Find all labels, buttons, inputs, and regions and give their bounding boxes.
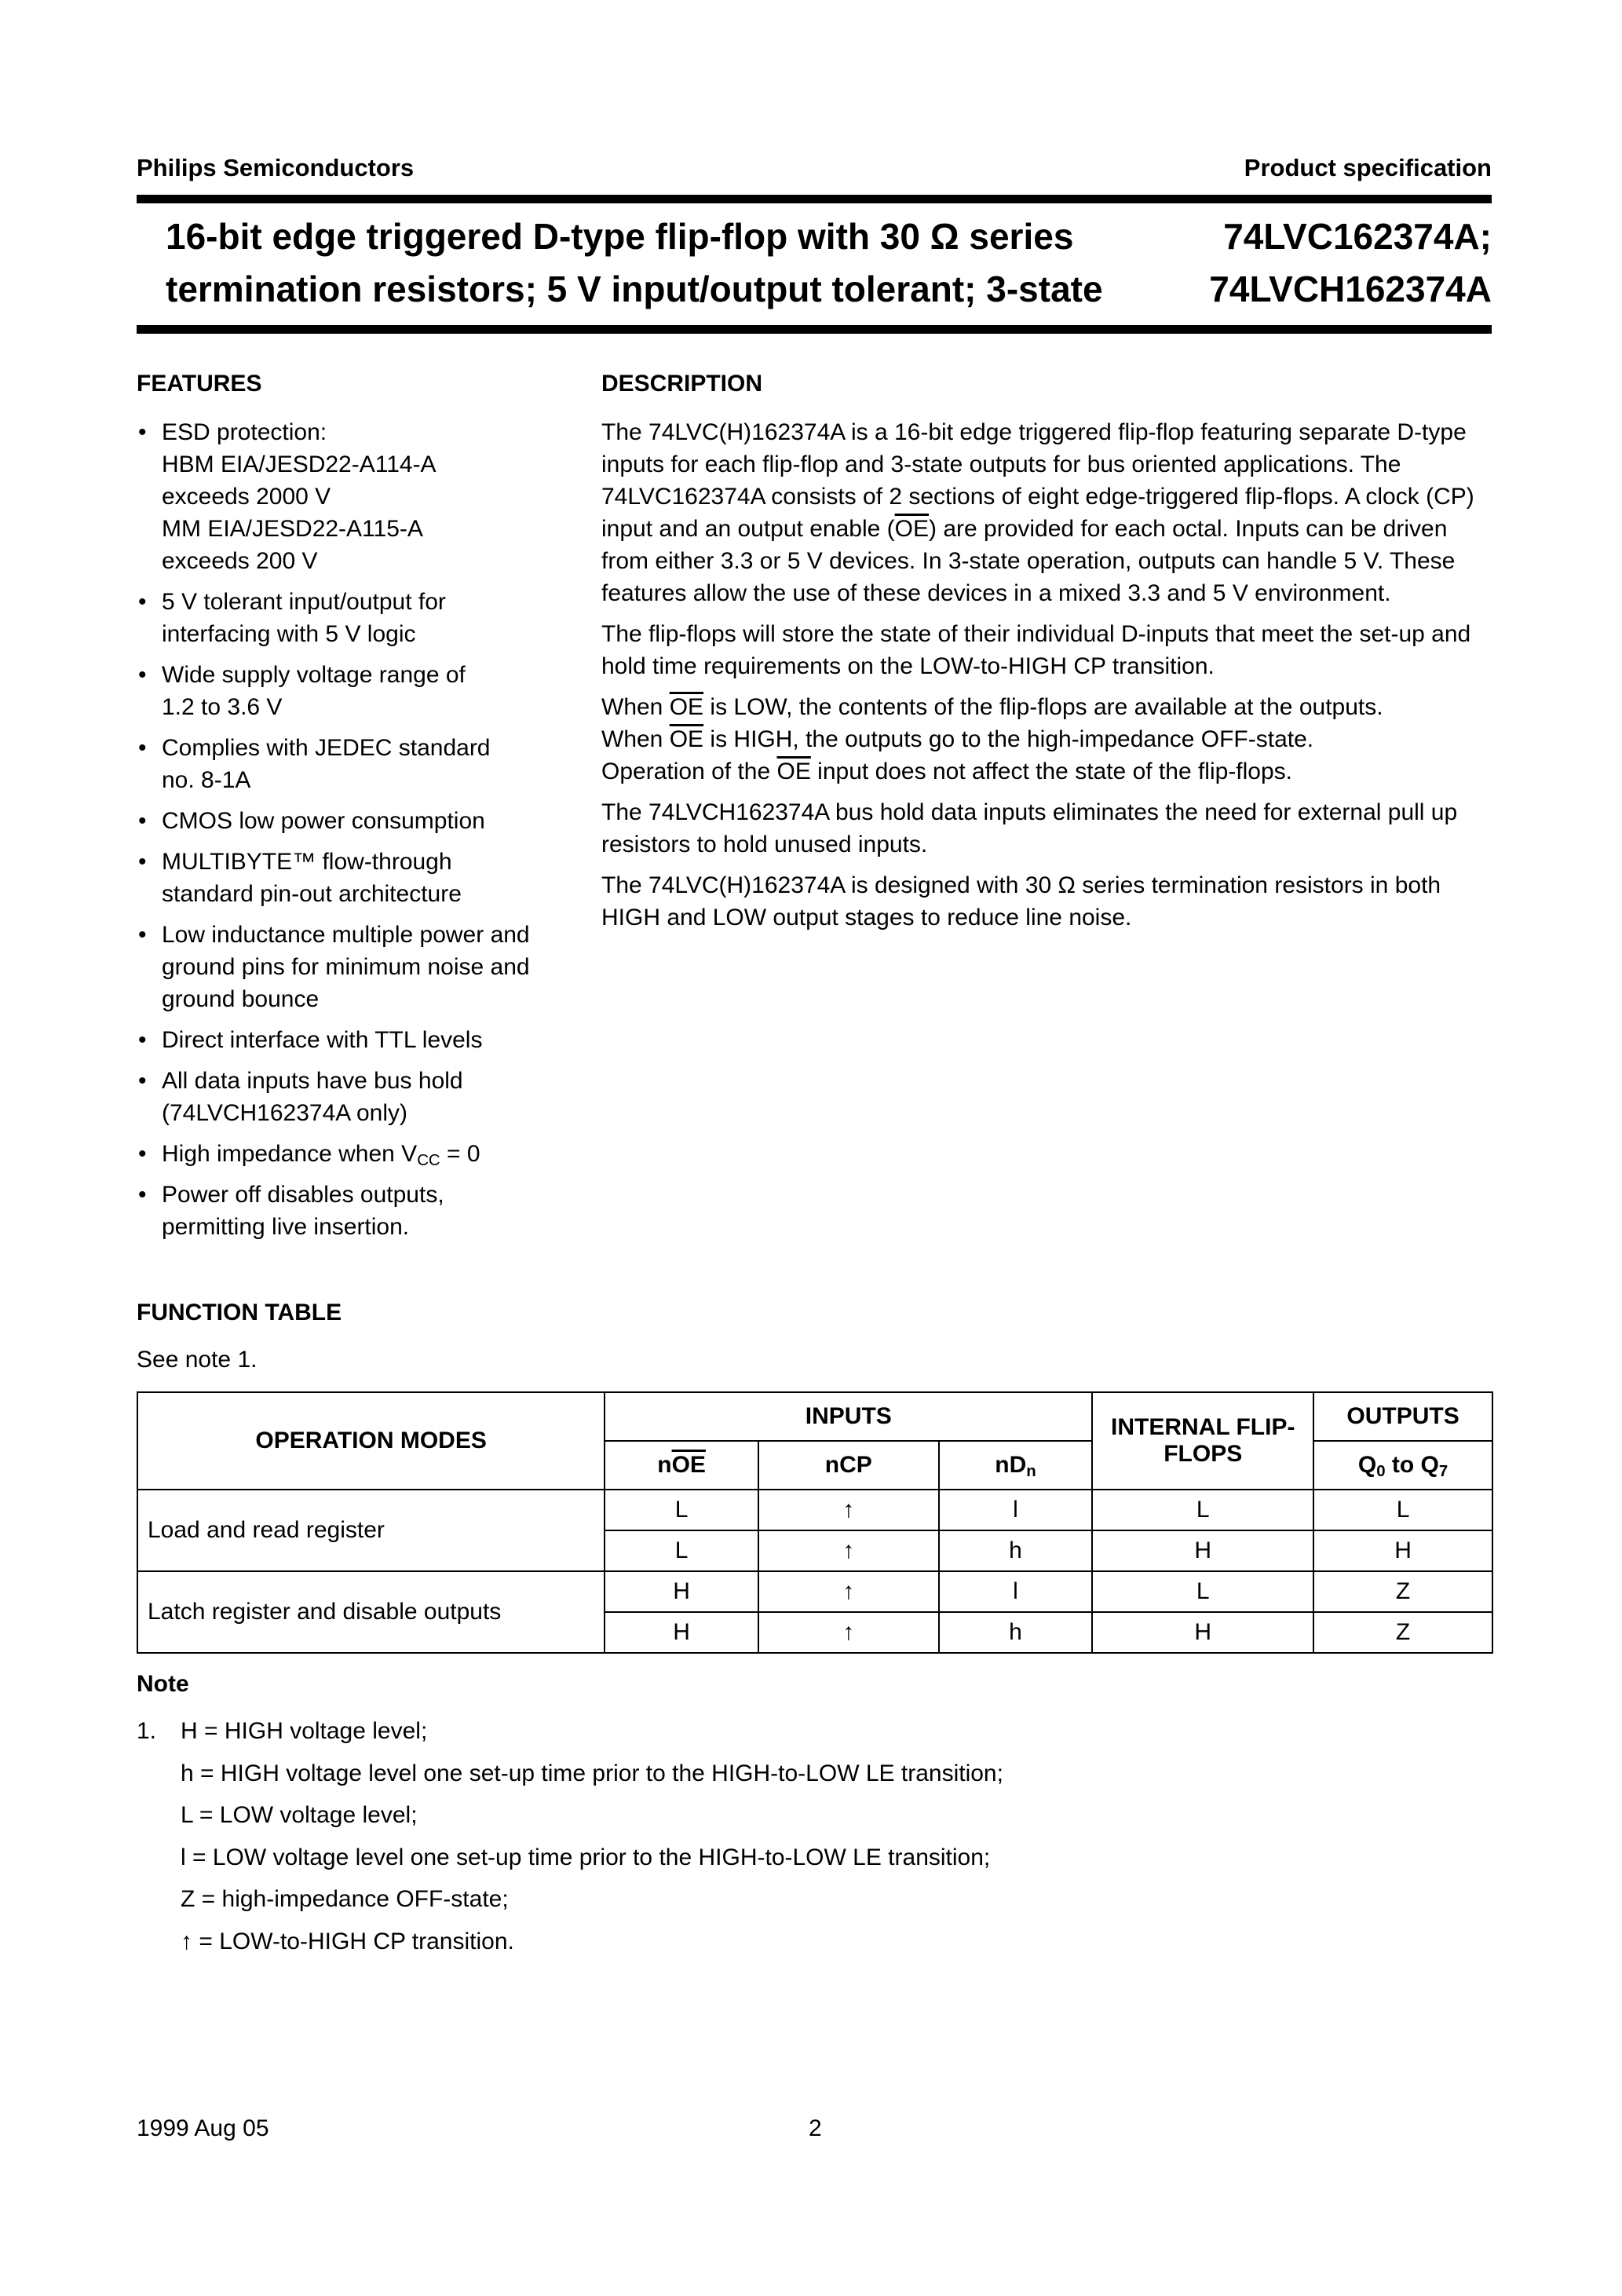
note-line: l = LOW voltage level one set-up time prior to the HIGH-to-LOW LE transition; (181, 1844, 991, 1870)
footer-date: 1999 Aug 05 (137, 2115, 269, 2141)
note-heading: Note (137, 1671, 189, 1697)
description-paragraph-4: The 74LVCH162374A bus hold data inputs eliminates the need for external pull up resistors to hold unused inputs. (601, 799, 1458, 857)
note-line: Z = high-impedance OFF-state; (181, 1886, 509, 1912)
description-paragraph-1: The 74LVC(H)162374A is a 16-bit edge triggered flip-flop featuring separate D-type inputs for each flip-flop and 3-state outputs for bus oriented applications. The 74LVC162374A consists of 2 sections of eight edge-triggered flip-flops. A clock (CP) input and an output enable $(\overline{OE})$ are provided for each octal. Inputs can be driven from either 3.3 or 5 V devices. In 3-state operation, outputs can handle 5 V. These features allow the use of these devices in a mixed 3.3 and 5 V environment. (601, 419, 1474, 606)
table-row: L ↑ h H H (137, 1530, 1492, 1571)
feature-multibyte: • MULTIBYTE™ flow-through standard pin-out architecture (137, 846, 576, 910)
features-list (137, 416, 576, 1252)
feature-cmos: • CMOS low power consumption (137, 805, 576, 837)
table-row: Load and read register L ↑ l L L (137, 1490, 1492, 1530)
see-note: See note 1. (137, 1347, 258, 1373)
feature-power-off: • Power off disables outputs, permitting live insertion. (137, 1179, 576, 1243)
note-line: L = LOW voltage level; (181, 1802, 418, 1828)
title-line-1: 16-bit edge triggered D-type flip-flop with 30 Ω series (166, 216, 1074, 257)
description-body (601, 416, 1492, 942)
feature-bushold: • All data inputs have bus hold (74LVCH162374A only) (137, 1065, 576, 1129)
part-number-2: 74LVCH162374A (1209, 269, 1492, 309)
function-table (137, 1391, 1493, 1654)
table-row: Latch register and disable outputs H ↑ l L Z (137, 1571, 1492, 1612)
header-ncp: nCP (758, 1441, 939, 1490)
table-row: H ↑ h H Z (137, 1612, 1492, 1653)
feature-ttl: • Direct interface with TTL levels (137, 1024, 576, 1056)
description-paragraph-2: The flip-flops will store the state of their individual D-inputs that meet the set-up and hold time requirements on the LOW-to-HIGH CP transition. (601, 621, 1471, 679)
header-q0-q7: $Q_0$ to $Q_7$ (1313, 1441, 1492, 1490)
note-number: 1. (137, 1718, 157, 1744)
mode-load-read: Load and read register (137, 1490, 605, 1571)
note-line: h = HIGH voltage level one set-up time prior to the HIGH-to-LOW LE transition; (181, 1760, 1003, 1786)
header-noe: $n\overline{OE}$ (605, 1441, 758, 1490)
document-type: Product specification (1244, 154, 1492, 181)
notes-list (137, 1710, 1003, 1962)
header-outputs: OUTPUTS (1313, 1392, 1492, 1441)
function-table-heading: FUNCTION TABLE (137, 1300, 342, 1325)
feature-supply: • Wide supply voltage range of 1.2 to 3.6 V (137, 659, 576, 723)
description-heading: DESCRIPTION (601, 371, 763, 397)
header-operation-modes: OPERATION MODES (137, 1392, 605, 1490)
description-paragraph-3: When $\overline{OE}$ is LOW, the contents of the flip-flops are available at the outputs. When $\overline{OE}$ is HIGH, the outputs go to the high-impedance OFF-state. Operation of the $\overline{OE}$ input does not affect the state of the flip-flops. (601, 694, 1383, 784)
feature-esd: • ESD protection: HBM EIA/JESD22-A114-A exceeds 2000 V MM EIA/JESD22-A115-A exceeds 200 V (137, 416, 576, 577)
company-name: Philips Semiconductors (137, 154, 415, 181)
features-heading: FEATURES (137, 371, 262, 397)
title-rule (137, 325, 1492, 334)
top-rule (137, 195, 1492, 203)
title-line-2: termination resistors; 5 V input/output tolerant; 3-state (166, 269, 1103, 309)
description-paragraph-5: The 74LVC(H)162374A is designed with 30 Ω series termination resistors in both HIGH and LOW output stages to reduce line noise. (601, 872, 1441, 930)
feature-inductance: • Low inductance multiple power and ground pins for minimum noise and ground bounce (137, 919, 576, 1015)
header-internal-flip-flops: INTERNAL FLIP-FLOPS (1092, 1392, 1313, 1490)
part-number-1: 74LVC162374A; (1223, 216, 1492, 257)
note-line: ↑ = LOW-to-HIGH CP transition. (181, 1928, 514, 1954)
feature-tolerant: • 5 V tolerant input/output for interfacing with 5 V logic (137, 586, 576, 650)
feature-jedec: • Complies with JEDEC standard no. 8-1A (137, 732, 576, 796)
mode-latch-disable: Latch register and disable outputs (137, 1571, 605, 1653)
page-number: 2 (809, 2115, 822, 2141)
header-ndn: $nD_n$ (939, 1441, 1093, 1490)
feature-high-impedance: • High impedance when $V_{CC} = 0$ (137, 1138, 576, 1170)
note-line: H = HIGH voltage level; (181, 1718, 428, 1744)
header-inputs: INPUTS (605, 1392, 1092, 1441)
